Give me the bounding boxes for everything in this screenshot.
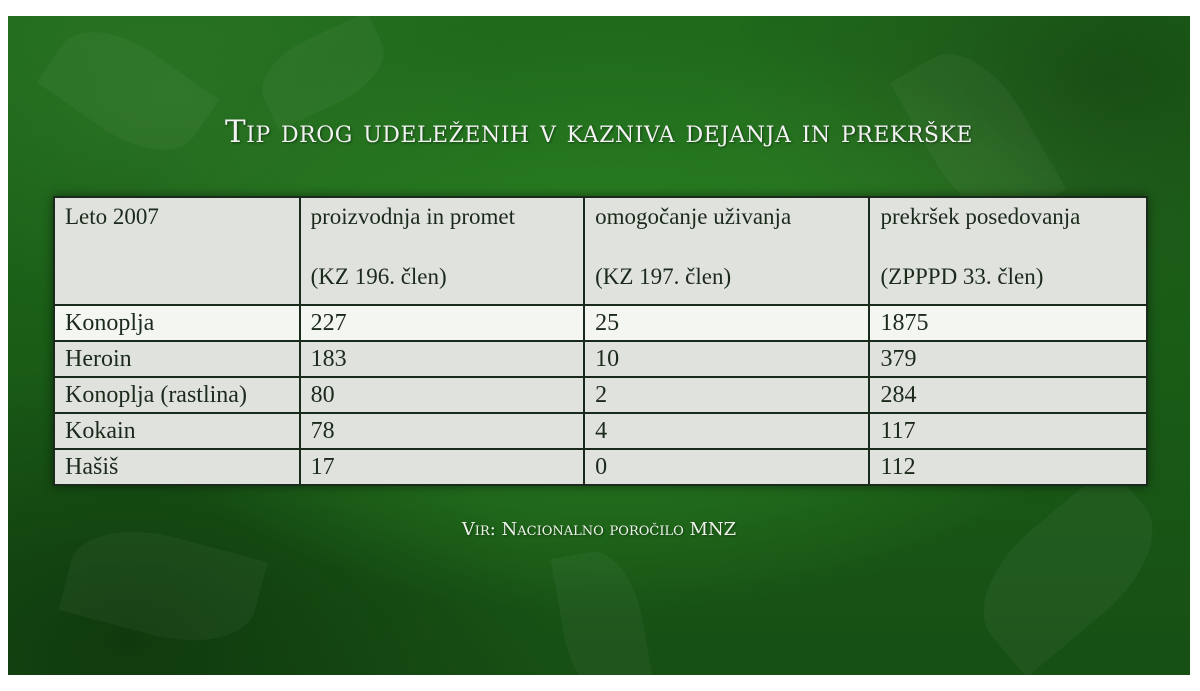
drug-name: Konoplja <box>54 305 300 341</box>
header-year-label: Leto 2007 <box>65 204 159 229</box>
header-production-law: (KZ 196. člen) <box>310 264 447 289</box>
header-production-label: proizvodnja in promet <box>310 204 516 229</box>
production-count: 183 <box>300 341 584 377</box>
enabling-count: 2 <box>584 377 869 413</box>
header-cell-production <box>300 197 584 305</box>
table-row <box>54 341 1147 377</box>
header-cell-enabling <box>584 197 869 305</box>
possession-count: 1875 <box>869 305 1147 341</box>
production-count: 80 <box>300 377 584 413</box>
production-count: 227 <box>300 305 584 341</box>
table-row <box>54 305 1147 341</box>
slide-title: Tip drog udeleženih v kazniva dejanja in prekrške <box>225 114 973 150</box>
drug-name: Hašiš <box>54 449 300 485</box>
header-possession-label: prekršek posedovanja <box>880 204 1081 229</box>
leaf-decoration <box>551 545 656 675</box>
leaf-decoration <box>956 465 1180 675</box>
drug-table <box>53 196 1148 486</box>
leaf-decoration <box>37 16 220 174</box>
header-cell-year <box>54 197 300 305</box>
table-row <box>54 377 1147 413</box>
header-enabling-label: omogočanje uživanja <box>595 204 792 229</box>
enabling-count: 25 <box>584 305 869 341</box>
slide <box>8 16 1190 675</box>
production-count: 17 <box>300 449 584 485</box>
possession-count: 284 <box>869 377 1147 413</box>
drug-name: Konoplja (rastlina) <box>54 377 300 413</box>
header-cell-possession <box>869 197 1147 305</box>
table-row <box>54 413 1147 449</box>
header-possession-law: (ZPPPD 33. člen) <box>880 264 1044 289</box>
enabling-count: 0 <box>584 449 869 485</box>
table-header-row <box>54 197 1147 305</box>
enabling-count: 10 <box>584 341 869 377</box>
production-count: 78 <box>300 413 584 449</box>
table-row <box>54 449 1147 485</box>
source-caption: Vir: Nacionalno poročilo MNZ <box>461 519 737 540</box>
enabling-count: 4 <box>584 413 869 449</box>
drug-name: Kokain <box>54 413 300 449</box>
header-enabling-law: (KZ 197. člen) <box>595 264 732 289</box>
drug-name: Heroin <box>54 341 300 377</box>
possession-count: 117 <box>869 413 1147 449</box>
possession-count: 379 <box>869 341 1147 377</box>
possession-count: 112 <box>869 449 1147 485</box>
